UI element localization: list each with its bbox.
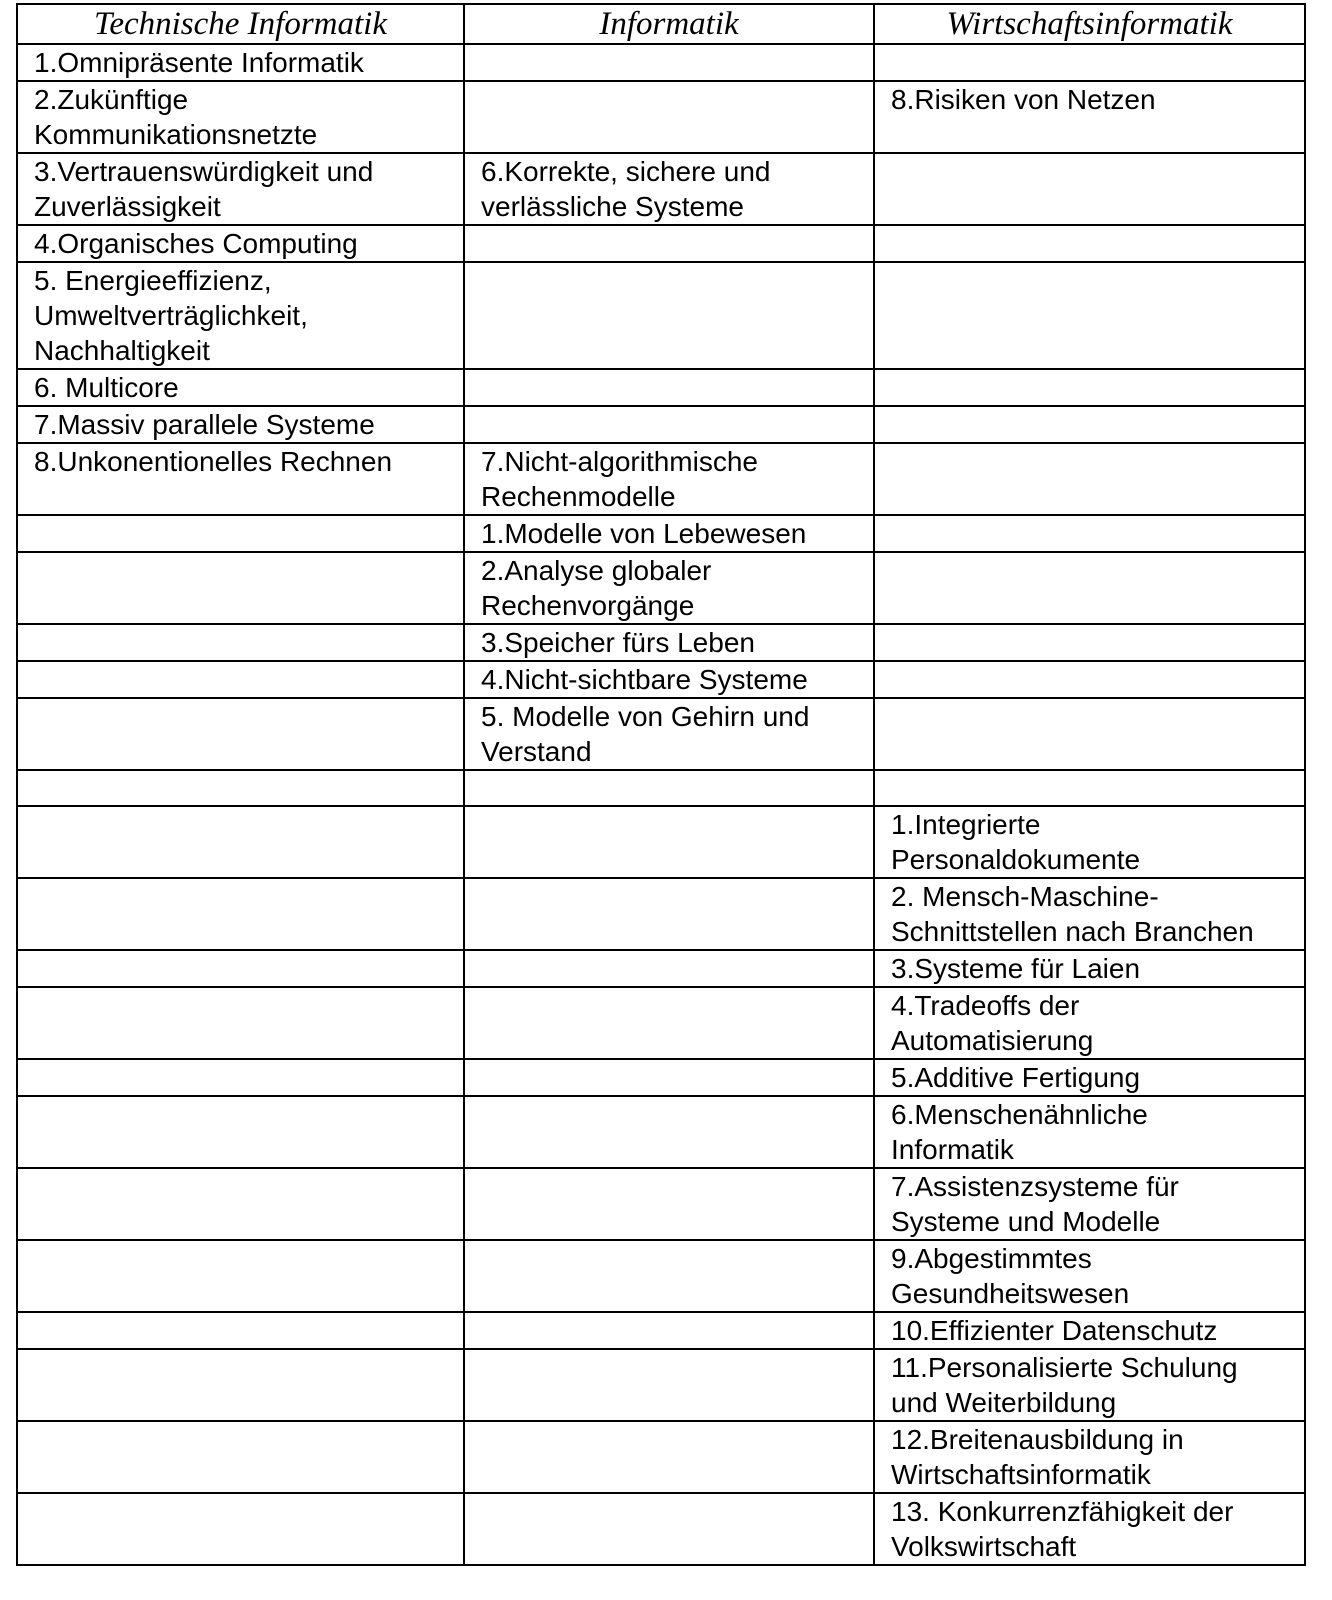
header-row xyxy=(17,4,1305,44)
header-technische-informatik: Technische Informatik xyxy=(17,4,464,44)
cell-informatik: 4.Nicht-sichtbare Systeme xyxy=(464,661,874,698)
cell-informatik: 3.Speicher fürs Leben xyxy=(464,624,874,661)
cell-wirtschaftsinformatik xyxy=(874,698,1305,770)
table-row xyxy=(17,806,1305,878)
cell-technische-informatik xyxy=(17,1421,464,1493)
cell-wirtschaftsinformatik: 13. Konkurrenzfähigkeit der Volkswirtschaft xyxy=(874,1493,1305,1565)
cell-informatik xyxy=(464,1421,874,1493)
table-row xyxy=(17,1168,1305,1240)
table-row xyxy=(17,950,1305,987)
cell-technische-informatik: 7.Massiv parallele Systeme xyxy=(17,406,464,443)
cell-wirtschaftsinformatik xyxy=(874,770,1305,806)
cell-informatik xyxy=(464,770,874,806)
cell-technische-informatik xyxy=(17,770,464,806)
cell-informatik xyxy=(464,1493,874,1565)
cell-technische-informatik xyxy=(17,1240,464,1312)
cell-technische-informatik xyxy=(17,552,464,624)
cell-wirtschaftsinformatik xyxy=(874,262,1305,369)
table-row xyxy=(17,81,1305,153)
cell-wirtschaftsinformatik xyxy=(874,515,1305,552)
cell-technische-informatik xyxy=(17,1312,464,1349)
cell-informatik xyxy=(464,369,874,406)
table-row xyxy=(17,1059,1305,1096)
table-row xyxy=(17,1349,1305,1421)
cell-informatik: 1.Modelle von Lebewesen xyxy=(464,515,874,552)
table-row xyxy=(17,225,1305,262)
cell-technische-informatik xyxy=(17,1493,464,1565)
cell-technische-informatik xyxy=(17,878,464,950)
cell-technische-informatik xyxy=(17,624,464,661)
cell-informatik xyxy=(464,1059,874,1096)
table-row xyxy=(17,1240,1305,1312)
cell-informatik xyxy=(464,1240,874,1312)
table-row xyxy=(17,1421,1305,1493)
table-header xyxy=(17,4,1305,44)
table-row xyxy=(17,1493,1305,1565)
cell-technische-informatik xyxy=(17,661,464,698)
cell-wirtschaftsinformatik: 5.Additive Fertigung xyxy=(874,1059,1305,1096)
cell-technische-informatik xyxy=(17,515,464,552)
cell-informatik xyxy=(464,806,874,878)
cell-wirtschaftsinformatik: 12.Breitenausbildung in Wirtschaftsinformatik xyxy=(874,1421,1305,1493)
cell-informatik xyxy=(464,262,874,369)
cell-informatik: 2.Analyse globaler Rechenvorgänge xyxy=(464,552,874,624)
cell-informatik: 7.Nicht-algorithmische Rechenmodelle xyxy=(464,443,874,515)
table-row xyxy=(17,987,1305,1059)
cell-wirtschaftsinformatik xyxy=(874,44,1305,81)
topics-table xyxy=(16,3,1306,1566)
table-row xyxy=(17,153,1305,225)
cell-wirtschaftsinformatik: 1.Integrierte Personaldokumente xyxy=(874,806,1305,878)
cell-technische-informatik: 8.Unkonentionelles Rechnen xyxy=(17,443,464,515)
cell-informatik: 6.Korrekte, sichere und verlässliche Systeme xyxy=(464,153,874,225)
cell-informatik xyxy=(464,1096,874,1168)
header-wirtschaftsinformatik: Wirtschaftsinformatik xyxy=(874,4,1305,44)
table-body xyxy=(17,44,1305,1565)
cell-wirtschaftsinformatik xyxy=(874,552,1305,624)
cell-technische-informatik: 3.Vertrauenswürdigkeit und Zuverlässigkeit xyxy=(17,153,464,225)
cell-informatik xyxy=(464,81,874,153)
cell-informatik xyxy=(464,406,874,443)
cell-wirtschaftsinformatik xyxy=(874,624,1305,661)
cell-wirtschaftsinformatik: 4.Tradeoffs der Automatisierung xyxy=(874,987,1305,1059)
table-row xyxy=(17,624,1305,661)
cell-technische-informatik: 5. Energieeffizienz, Umweltverträglichkeit, Nachhaltigkeit xyxy=(17,262,464,369)
table-row xyxy=(17,770,1305,806)
cell-technische-informatik: 1.Omnipräsente Informatik xyxy=(17,44,464,81)
table-row xyxy=(17,1312,1305,1349)
table-row xyxy=(17,878,1305,950)
table-row xyxy=(17,552,1305,624)
cell-informatik xyxy=(464,1349,874,1421)
cell-technische-informatik: 6. Multicore xyxy=(17,369,464,406)
table-row xyxy=(17,1096,1305,1168)
table-row xyxy=(17,698,1305,770)
cell-wirtschaftsinformatik: 7.Assistenzsysteme für Systeme und Modelle xyxy=(874,1168,1305,1240)
cell-informatik xyxy=(464,987,874,1059)
table-row xyxy=(17,262,1305,369)
table-row xyxy=(17,369,1305,406)
cell-wirtschaftsinformatik xyxy=(874,406,1305,443)
cell-technische-informatik xyxy=(17,1096,464,1168)
cell-wirtschaftsinformatik xyxy=(874,443,1305,515)
cell-informatik xyxy=(464,225,874,262)
table-row xyxy=(17,443,1305,515)
cell-technische-informatik xyxy=(17,1168,464,1240)
cell-wirtschaftsinformatik: 3.Systeme für Laien xyxy=(874,950,1305,987)
cell-wirtschaftsinformatik xyxy=(874,225,1305,262)
cell-wirtschaftsinformatik: 6.Menschenähnliche Informatik xyxy=(874,1096,1305,1168)
cell-technische-informatik: 2.Zukünftige Kommunikationsnetzte xyxy=(17,81,464,153)
cell-wirtschaftsinformatik xyxy=(874,153,1305,225)
cell-wirtschaftsinformatik: 8.Risiken von Netzen xyxy=(874,81,1305,153)
cell-technische-informatik xyxy=(17,806,464,878)
table-row xyxy=(17,661,1305,698)
cell-wirtschaftsinformatik: 9.Abgestimmtes Gesundheitswesen xyxy=(874,1240,1305,1312)
table-row xyxy=(17,515,1305,552)
cell-informatik xyxy=(464,878,874,950)
cell-informatik xyxy=(464,950,874,987)
table-row xyxy=(17,406,1305,443)
cell-technische-informatik: 4.Organisches Computing xyxy=(17,225,464,262)
cell-informatik: 5. Modelle von Gehirn und Verstand xyxy=(464,698,874,770)
cell-wirtschaftsinformatik xyxy=(874,661,1305,698)
cell-informatik xyxy=(464,44,874,81)
cell-technische-informatik xyxy=(17,987,464,1059)
cell-informatik xyxy=(464,1168,874,1240)
header-informatik: Informatik xyxy=(464,4,874,44)
cell-technische-informatik xyxy=(17,1059,464,1096)
cell-wirtschaftsinformatik: 2. Mensch-Maschine- Schnittstellen nach Branchen xyxy=(874,878,1305,950)
cell-technische-informatik xyxy=(17,950,464,987)
cell-technische-informatik xyxy=(17,698,464,770)
cell-informatik xyxy=(464,1312,874,1349)
table-row xyxy=(17,44,1305,81)
cell-technische-informatik xyxy=(17,1349,464,1421)
cell-wirtschaftsinformatik xyxy=(874,369,1305,406)
cell-wirtschaftsinformatik: 10.Effizienter Datenschutz xyxy=(874,1312,1305,1349)
cell-wirtschaftsinformatik: 11.Personalisierte Schulung und Weiterbildung xyxy=(874,1349,1305,1421)
